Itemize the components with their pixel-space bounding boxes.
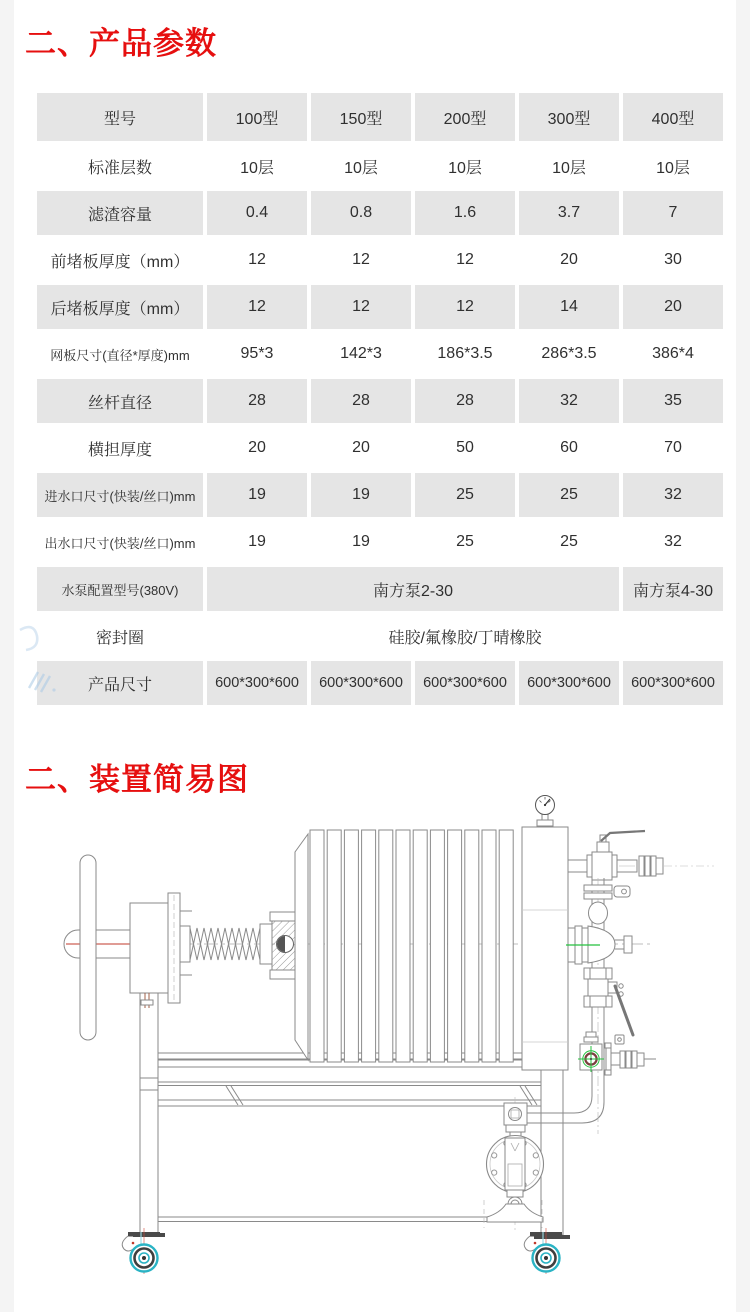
row-label: 标准层数 bbox=[37, 144, 203, 188]
gearbox bbox=[130, 903, 168, 993]
table-row-pump-config bbox=[37, 567, 723, 611]
row-label: 网板尺寸(直径*厚度)mm bbox=[37, 332, 203, 376]
filter-plate bbox=[499, 830, 513, 1062]
frame-left-leg bbox=[140, 993, 158, 1233]
head-plate bbox=[522, 827, 568, 1070]
elbow-fitting bbox=[589, 902, 608, 924]
row-label: 后堵板厚度（mm） bbox=[37, 285, 203, 329]
ball-valve-body bbox=[592, 852, 612, 880]
section-title-parameters: 二、产品参数 bbox=[25, 26, 217, 61]
pump-base bbox=[487, 1204, 543, 1222]
hose-barb bbox=[639, 856, 644, 876]
content-area bbox=[14, 0, 736, 1312]
table-row: 出水口尺寸(快装/丝口)mm 19 19 25 25 32 bbox=[37, 520, 723, 564]
filter-plate bbox=[482, 830, 496, 1062]
product-parameters-table bbox=[33, 90, 727, 708]
filter-plate bbox=[379, 830, 393, 1062]
drain-hose-barb bbox=[620, 1051, 625, 1068]
table-row: 前堵板厚度（mm） 12 12 12 20 30 bbox=[37, 238, 723, 282]
table-row-seal bbox=[37, 614, 723, 658]
caster-right bbox=[524, 1228, 562, 1274]
table-row: 标准层数 10层 10层 10层 10层 10层 bbox=[37, 144, 723, 188]
table-row: 进水口尺寸(快装/丝口)mm 19 19 25 25 32 bbox=[37, 473, 723, 517]
lower-valve-handle bbox=[615, 986, 633, 1035]
frame-right-leg bbox=[541, 1070, 563, 1235]
watermark-logo bbox=[14, 616, 64, 706]
row-label: 水泵配置型号(380V) bbox=[37, 567, 203, 611]
caster-left bbox=[122, 1228, 160, 1274]
filter-plate bbox=[344, 830, 358, 1062]
table-row: 丝杆直径 28 28 28 32 35 bbox=[37, 379, 723, 423]
row-label: 滤渣容量 bbox=[37, 191, 203, 235]
ball-valve-lower bbox=[584, 968, 612, 979]
pipe-union bbox=[584, 885, 612, 891]
filter-plate bbox=[327, 830, 341, 1062]
row-label: 密封圈 bbox=[37, 614, 203, 658]
table-row: 后堵板厚度（mm） 12 12 12 14 20 bbox=[37, 285, 723, 329]
pump-merged-cell: 南方泵2-30 bbox=[207, 567, 619, 611]
filter-plate bbox=[413, 830, 427, 1062]
filter-plate bbox=[465, 830, 479, 1062]
table-row: 网板尺寸(直径*厚度)mm 95*3 142*3 186*3.5 286*3.5 386*4 bbox=[37, 332, 723, 376]
table-header-row: 型号 100型 150型 200型 300型 400型 bbox=[37, 93, 723, 141]
table-row: 横担厚度 20 20 50 60 70 bbox=[37, 426, 723, 470]
filter-plate bbox=[396, 830, 410, 1062]
screw-jack-assembly bbox=[64, 855, 300, 1040]
filter-plate bbox=[362, 830, 376, 1062]
filter-press-diagram bbox=[14, 772, 736, 1312]
diaphragm-pump bbox=[484, 1097, 544, 1232]
row-label: 产品尺寸 bbox=[37, 661, 203, 705]
filter-plate bbox=[448, 830, 462, 1062]
pump-last-cell: 南方泵4-30 bbox=[623, 567, 723, 611]
section-title-diagram: 二、装置简易图 bbox=[25, 762, 249, 797]
filter-plate bbox=[310, 830, 324, 1062]
pressure-gauge bbox=[536, 796, 555, 828]
filter-plate bbox=[430, 830, 444, 1062]
pressing-plate bbox=[295, 834, 308, 1060]
filter-plate-stack bbox=[295, 827, 568, 1070]
row-label: 前堵板厚度（mm） bbox=[37, 238, 203, 282]
table-row: 滤渣容量 0.4 0.8 1.6 3.7 7 bbox=[37, 191, 723, 235]
valve-handle bbox=[601, 831, 645, 841]
seal-merged-cell: 硅胶/氟橡胶/丁晴橡胶 bbox=[207, 614, 723, 658]
row-label: 丝杆直径 bbox=[37, 379, 203, 423]
row-label: 进水口尺寸(快装/丝口)mm bbox=[37, 473, 203, 517]
pump-inlet-block bbox=[504, 1103, 527, 1125]
row-label: 横担厚度 bbox=[37, 426, 203, 470]
drain-valve bbox=[578, 1032, 656, 1075]
row-label: 出水口尺寸(快装/丝口)mm bbox=[37, 520, 203, 564]
outlet-valve-top bbox=[568, 831, 714, 880]
handwheel bbox=[80, 855, 96, 1040]
table-row-size: 产品尺寸 600*300*600 600*300*600 600*300*600 600*300*600 600*300*600 bbox=[37, 661, 723, 705]
header-model-label: 型号 bbox=[37, 93, 203, 141]
